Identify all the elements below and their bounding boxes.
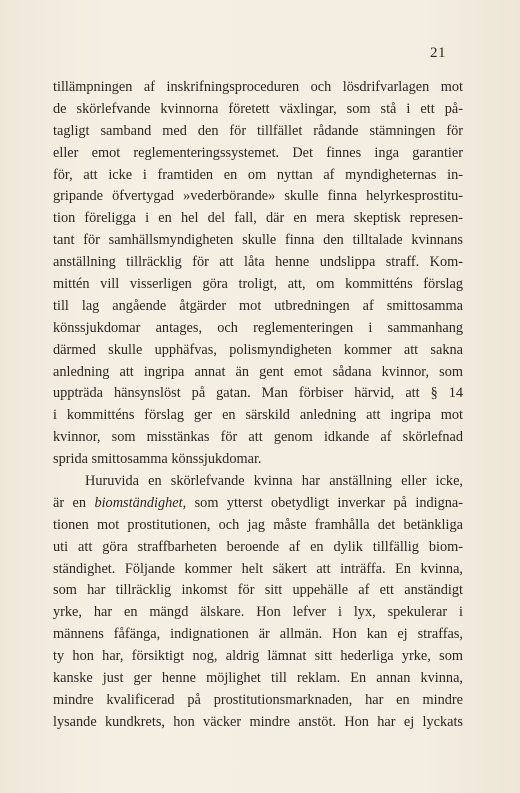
page-number: 21 <box>430 45 446 61</box>
text-line: lysande kundkrets, hon väcker mindre anstöt. Hon har ej lyckats <box>53 713 463 730</box>
text-line: uti att göra straffbarheten beroende af en dylik tillfällig biom- <box>53 538 463 555</box>
text-line: kvinnor, som misstänkas för att genom idkande af skörlefnad <box>53 429 463 446</box>
text-line: anställning tillräcklig för att låta henne undslippa straff. Kom- <box>53 254 463 271</box>
text-line: tionen mot prostitutionen, och jag måste framhålla det betänkliga <box>53 516 463 533</box>
text-line: för, att icke i framtiden en om nyttan af myndigheternas in- <box>53 166 463 183</box>
text-line: de skörlefvande kvinnorna företett växlingar, som stå i ett på- <box>53 100 463 117</box>
text-line: ty hon har, försiktigt nog, aldrig lämnat sitt hederliga yrke, som <box>53 648 463 665</box>
text-line: tillämpningen af inskrifningsproceduren och lösdrifvarlagen mot <box>53 79 463 95</box>
emphasized-word: biomständighet, <box>94 494 187 511</box>
text-line: i kommitténs förslag ger en särskild anledning att ingripa mot <box>53 407 463 424</box>
text-line: gripande öfvertygad »vederbörande» skulle finna helyrkesprostitu- <box>53 188 463 205</box>
text-line: eller emot reglementeringssystemet. Det finnes inga garantier <box>53 144 463 161</box>
text-line: till lag angående åtgärder mot utbredningen af smittosamma <box>53 297 463 314</box>
text-line: därmed skulle upphäfvas, polismyndigheten kommer att sakna <box>53 341 463 358</box>
text-line: kanske just ger henne möjlighet till reklam. En annan kvinna, <box>53 670 463 687</box>
text-line: som har tillräcklig inkomst för sitt uppehälle af ett anständigt <box>53 582 463 599</box>
text-line: mindre kvalificerad på prostitutionsmarknaden, har en mindre <box>53 691 463 708</box>
text-line: yrke, har en mängd älskare. Hon lefver i lyx, spekulerar i <box>53 604 463 621</box>
text-line: männens fåfänga, indignationen är allmän. Hon kan ej straffas, <box>53 626 463 643</box>
text-line: tagligt samband med den för tillfället rådande stämningen för <box>53 122 463 139</box>
text-line: tion föreligga i en hel del fall, där en mera skeptisk represen- <box>53 210 463 227</box>
text-line: uppträda hänsynslöst på gatan. Man förbiser härvid, att § 14 <box>53 385 463 402</box>
text-line: tant för samhällsmyndigheten skulle finna den tilltalade kvinnans <box>53 232 463 249</box>
text-line: ständighet. Följande kommer helt säkert att inträffa. En kvinna, <box>53 560 463 577</box>
text-line: anledning att ingripa annat än gent emot sådana kvinnor, som <box>53 363 463 380</box>
text-segment: som ytterst obetydligt inverkar på indigna- <box>186 494 463 511</box>
text-line: mittén vill visserligen göra troligt, att, om kommitténs förslag <box>53 276 463 293</box>
paragraph-end-line: sprida smittosamma könssjukdomar. <box>53 451 262 468</box>
text-line-with-emphasis <box>53 493 463 515</box>
body-text <box>53 77 463 734</box>
paragraph-start-line: Huruvida en skörlefvande kvinna har anställning eller icke, <box>85 473 463 490</box>
text-line: könssjukdomar antages, och reglementeringen i sammanhang <box>53 319 463 336</box>
text-segment: är en <box>53 494 95 511</box>
